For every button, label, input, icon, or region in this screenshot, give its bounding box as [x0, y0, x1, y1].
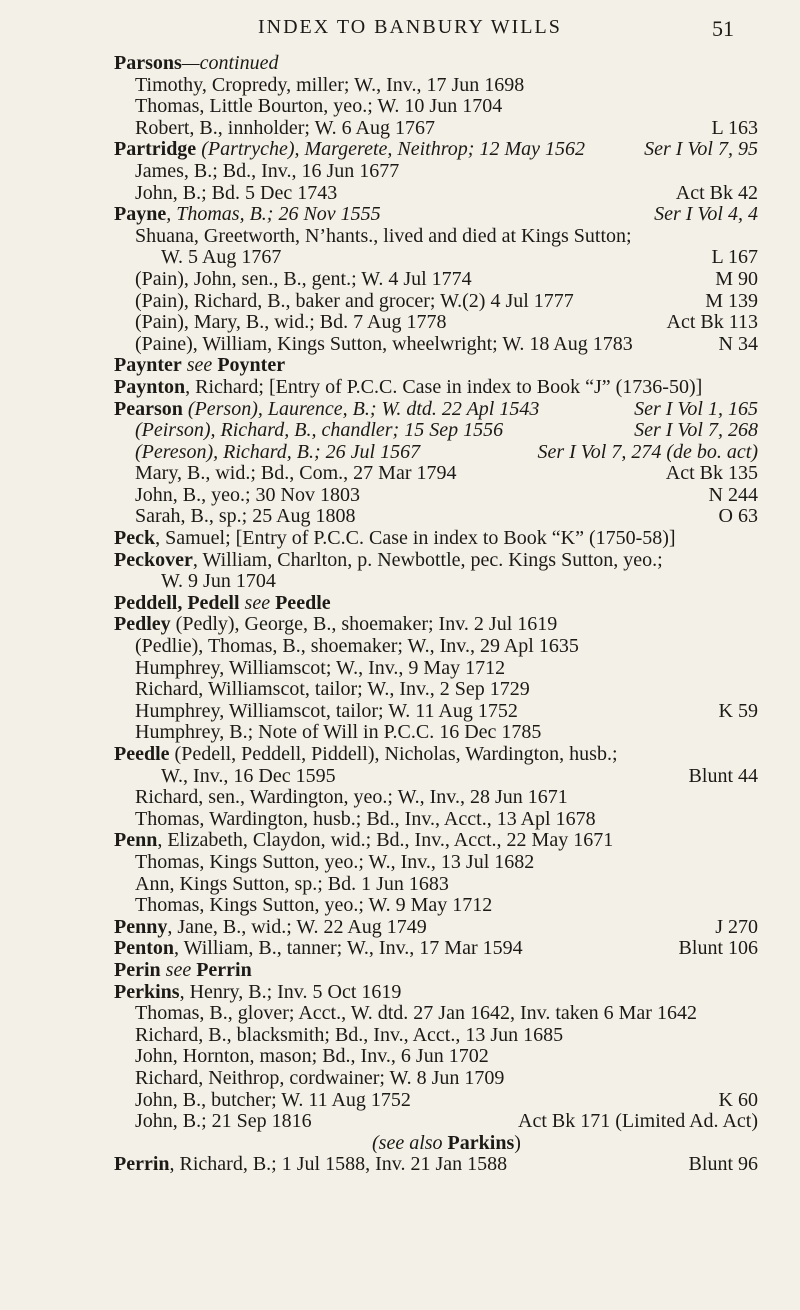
entry-segment: Humphrey, B.; Note of Will in P.C.C. 16 Dec 1785 [135, 721, 542, 744]
index-line [0, 226, 800, 248]
surname-headword: Peckover [114, 548, 193, 571]
index-line [0, 550, 800, 572]
entry-text [114, 614, 557, 636]
entry-text [135, 334, 633, 356]
index-line [0, 204, 800, 226]
entry-text [114, 830, 613, 852]
entry-text [135, 75, 524, 97]
entry-text [114, 982, 401, 1004]
entry-text [135, 1025, 563, 1047]
surname-headword: Parsons [114, 52, 182, 74]
entry-text [114, 53, 278, 75]
entry-text [114, 960, 252, 982]
index-line [0, 399, 800, 421]
entry-segment: Ann, Kings Sutton, sp.; Bd. 1 Jun 1683 [135, 872, 449, 895]
index-line [0, 917, 800, 939]
entry-reference: K 59 [718, 699, 758, 722]
entry-text [135, 636, 579, 658]
surname-headword: Pedley [114, 613, 171, 636]
entry-segment: (Pereson), Richard, B.; 26 Jul 1567 [135, 440, 421, 463]
entry-reference: Ser I Vol 4, 4 [654, 203, 758, 226]
entry-segment: (Paine), William, Kings Sutton, wheelwright; W. 18 Aug 1783 [135, 332, 633, 355]
index-line [0, 528, 800, 550]
surname-headword: Partridge [114, 138, 197, 161]
entry-text [114, 744, 618, 766]
entry-reference: M 90 [715, 267, 758, 290]
index-line [0, 614, 800, 636]
index-line [0, 787, 800, 809]
surname-headword: Perrin [196, 958, 252, 981]
index-line [0, 96, 800, 118]
index-line [0, 506, 800, 528]
surname-headword: Peck [114, 527, 156, 550]
index-line [0, 982, 800, 1004]
index-line [0, 183, 800, 205]
entry-reference: O 63 [718, 505, 758, 528]
entry-segment: (Pain), Richard, B., baker and grocer; W.(2) 4 Jul 1777 [135, 289, 574, 312]
entry-segment: (see also [372, 1131, 448, 1154]
index-line [0, 701, 800, 723]
entry-segment: Thomas, Little Bourton, yeo.; W. 10 Jun 1704 [135, 95, 503, 118]
entry-text [114, 399, 539, 421]
entry-text [114, 550, 663, 572]
index-line [0, 312, 800, 334]
entry-segment: , William, B., tanner; W., Inv., 17 Mar 1594 [174, 937, 523, 960]
page-header [0, 16, 800, 50]
entry-reference: Act Bk 42 [675, 181, 758, 204]
surname-headword: Peedle [275, 591, 331, 614]
index-line [0, 53, 800, 75]
index-line [0, 442, 800, 464]
entry-text [135, 722, 541, 744]
surname-headword: Perrin [114, 1153, 170, 1176]
entry-segment: Mary, B., wid.; Bd., Com., 27 Mar 1794 [135, 462, 457, 485]
index-line [0, 269, 800, 291]
entry-segment: , Jane, B., wid.; W. 22 Aug 1749 [167, 915, 427, 938]
entry-text [135, 506, 356, 528]
entry-segment: , William, Charlton, p. Newbottle, pec. Kings Sutton, yeo.; [192, 548, 663, 571]
entry-reference: Ser I Vol 7, 268 [634, 419, 758, 442]
entry-text [135, 787, 568, 809]
entry-text [135, 701, 518, 723]
entry-text [161, 571, 276, 593]
entry-text [135, 183, 337, 205]
entry-text [135, 269, 472, 291]
entry-reference: Act Bk 171 (Limited Ad. Act) [518, 1110, 758, 1133]
index-line [0, 1133, 800, 1155]
surname-headword: Paynter [114, 354, 182, 377]
index-line [0, 1025, 800, 1047]
entry-text [114, 917, 427, 939]
entry-reference: Blunt 106 [678, 937, 758, 960]
entry-segment: (Pain), John, sen., B., gent.; W. 4 Jul 1774 [135, 267, 472, 290]
entry-text [135, 485, 360, 507]
entry-text [114, 593, 331, 615]
entry-text [114, 938, 523, 960]
entry-segment: John, Hornton, mason; Bd., Inv., 6 Jun 1702 [135, 1045, 489, 1068]
index-line [0, 852, 800, 874]
index-entries [0, 53, 800, 1176]
index-line [0, 463, 800, 485]
entry-text [135, 420, 503, 442]
entry-segment: see [239, 591, 276, 614]
entry-text [135, 809, 596, 831]
entry-segment: Robert, B., innholder; W. 6 Aug 1767 [135, 116, 435, 139]
surname-headword: Peedle [114, 743, 170, 765]
entry-segment: Thomas, Wardington, husb.; Bd., Inv., Acct., 13 Apl 1678 [135, 807, 596, 830]
entry-reference: Ser I Vol 1, 165 [634, 397, 758, 420]
entry-segment: James, B.; Bd., Inv., 16 Jun 1677 [135, 159, 400, 182]
entry-text [135, 1046, 489, 1068]
index-line [0, 291, 800, 313]
entry-reference: K 60 [718, 1088, 758, 1111]
index-line [0, 161, 800, 183]
entry-segment: (Pedell, Peddell, Piddell), Nicholas, Wardington, husb.; [169, 743, 618, 765]
entry-segment: see [181, 354, 218, 377]
entry-text [135, 463, 456, 485]
entry-text [114, 355, 285, 377]
index-line [0, 334, 800, 356]
entry-text [135, 679, 530, 701]
entry-segment: (Person), Laurence, B.; W. dtd. 22 Apl 1543 [182, 397, 540, 420]
index-line [0, 809, 800, 831]
index-line [0, 766, 800, 788]
entry-segment: —continued [181, 52, 279, 74]
surname-headword: Paynton [114, 375, 186, 398]
entry-text [135, 874, 449, 896]
entry-text [135, 658, 505, 680]
page-number: 51 [712, 16, 734, 41]
index-line [0, 679, 800, 701]
index-line [0, 139, 800, 161]
index-line [0, 1046, 800, 1068]
entry-reference: N 244 [708, 483, 758, 506]
entry-segment: Richard, sen., Wardington, yeo.; W., Inv., 28 Jun 1671 [135, 786, 568, 809]
entry-segment: Humphrey, Williamscot; W., Inv., 9 May 1712 [135, 656, 506, 679]
surname-headword: Poynter [217, 354, 286, 377]
entry-segment: John, B.; Bd. 5 Dec 1743 [135, 181, 338, 204]
surname-headword: Payne [114, 203, 167, 226]
entry-segment: Humphrey, Williamscot, tailor; W. 11 Aug 1752 [135, 699, 518, 722]
index-line [0, 377, 800, 399]
entry-text [135, 1003, 697, 1025]
entry-reference: Act Bk 135 [665, 462, 758, 485]
entry-text [114, 1154, 507, 1176]
surname-headword: Peddell, Pedell [114, 591, 240, 614]
entry-segment: see [160, 958, 197, 981]
entry-reference: Blunt 44 [688, 764, 758, 787]
entry-text [135, 895, 492, 917]
entry-segment: (Peirson), Richard, B., chandler; 15 Sep 1556 [135, 419, 504, 442]
entry-segment: Thomas, Kings Sutton, yeo.; W. 9 May 1712 [135, 894, 493, 917]
index-line [0, 938, 800, 960]
entry-segment: Richard, Neithrop, cordwainer; W. 8 Jun 1709 [135, 1066, 505, 1089]
entry-segment: Shuana, Greetworth, N’hants., lived and died at Kings Sutton; [135, 224, 632, 247]
entry-segment: W. 9 Jun 1704 [161, 570, 276, 593]
index-line [0, 593, 800, 615]
index-line [0, 960, 800, 982]
index-line [0, 118, 800, 140]
entry-reference: Ser I Vol 7, 95 [644, 138, 758, 161]
entry-segment: , Richard; [Entry of P.C.C. Case in index to Book “J” (1736-50)] [185, 375, 703, 398]
index-line [0, 1068, 800, 1090]
entry-segment: , Elizabeth, Claydon, wid.; Bd., Inv., Acct., 22 May 1671 [157, 829, 614, 852]
entry-segment: (Pedlie), Thomas, B., shoemaker; W., Inv., 29 Apl 1635 [135, 635, 579, 658]
entry-reference: Act Bk 113 [666, 311, 758, 334]
entry-text [372, 1133, 521, 1155]
surname-headword: Penton [114, 937, 174, 960]
entry-text [135, 1068, 504, 1090]
entry-segment: Richard, Williamscot, tailor; W., Inv., 2 Sep 1729 [135, 678, 530, 701]
entry-text [161, 247, 281, 269]
entry-reference: M 139 [705, 289, 758, 312]
entry-text [114, 528, 676, 550]
surname-headword: Perin [114, 958, 161, 981]
surname-headword: Penny [114, 915, 168, 938]
entry-reference: J 270 [715, 915, 758, 938]
entry-segment: Timothy, Cropredy, miller; W., Inv., 17 Jun 1698 [135, 73, 525, 96]
index-line [0, 247, 800, 269]
index-line [0, 874, 800, 896]
entry-text [135, 161, 399, 183]
entry-text [135, 226, 632, 248]
entry-text [161, 766, 336, 788]
index-line [0, 355, 800, 377]
entry-reference: L 167 [711, 246, 758, 269]
entry-segment: W. 5 Aug 1767 [161, 246, 282, 269]
index-line [0, 1154, 800, 1176]
entry-segment: John, B., butcher; W. 11 Aug 1752 [135, 1088, 411, 1111]
entry-reference: Blunt 96 [688, 1153, 758, 1176]
entry-segment: Thomas, B., glover; Acct., W. dtd. 27 Jan 1642, Inv. taken 6 Mar 1642 [135, 1002, 697, 1025]
entry-segment: Sarah, B., sp.; 25 Aug 1808 [135, 505, 356, 528]
entry-segment: , Richard, B.; 1 Jul 1588, Inv. 21 Jan 1588 [169, 1153, 508, 1176]
entry-text [114, 204, 381, 226]
entry-segment: W., Inv., 16 Dec 1595 [161, 764, 336, 787]
entry-text [135, 1090, 411, 1112]
entry-segment: Thomas, Kings Sutton, yeo.; W., Inv., 13 Jul 1682 [135, 850, 535, 873]
index-line [0, 636, 800, 658]
entry-text [135, 312, 446, 334]
entry-text [114, 377, 702, 399]
index-line [0, 75, 800, 97]
index-line [0, 830, 800, 852]
entry-text [135, 118, 435, 140]
entry-segment: (Pedly), George, B., shoemaker; Inv. 2 Jul 1619 [170, 613, 558, 636]
surname-headword: Parkins [447, 1131, 515, 1154]
index-line [0, 722, 800, 744]
index-line [0, 420, 800, 442]
entry-segment: Richard, B., blacksmith; Bd., Inv., Acct., 13 Jun 1685 [135, 1023, 564, 1046]
entry-text [135, 96, 502, 118]
entry-segment: John, B., yeo.; 30 Nov 1803 [135, 483, 360, 506]
entry-text [135, 1111, 312, 1133]
entry-segment: (Pain), Mary, B., wid.; Bd. 7 Aug 1778 [135, 311, 447, 334]
entry-segment: (Partryche), Margerete, Neithrop; 12 May 1562 [196, 138, 585, 161]
surname-headword: Penn [114, 829, 158, 852]
index-line [0, 895, 800, 917]
index-line [0, 485, 800, 507]
entry-reference: L 163 [711, 116, 758, 139]
entry-segment: , Henry, B.; Inv. 5 Oct 1619 [179, 980, 402, 1003]
surname-headword: Perkins [114, 980, 180, 1003]
index-line [0, 1003, 800, 1025]
entry-text [135, 291, 574, 313]
entry-segment: , Thomas, B.; 26 Nov 1555 [166, 203, 381, 226]
index-line [0, 1090, 800, 1112]
entry-reference: N 34 [718, 332, 758, 355]
entry-segment: ) [514, 1131, 521, 1154]
index-line [0, 658, 800, 680]
entry-text [135, 852, 534, 874]
running-title: INDEX TO BANBURY WILLS [258, 16, 562, 38]
entry-text [135, 442, 420, 464]
entry-text [114, 139, 585, 161]
entry-reference: Ser I Vol 7, 274 (de bo. act) [537, 440, 758, 463]
entry-segment: John, B.; 21 Sep 1816 [135, 1110, 312, 1133]
index-line [0, 744, 800, 766]
index-line [0, 1111, 800, 1133]
surname-headword: Pearson [114, 397, 183, 420]
entry-segment: , Samuel; [Entry of P.C.C. Case in index to Book “K” (1750-58)] [155, 527, 676, 550]
index-line [0, 571, 800, 593]
